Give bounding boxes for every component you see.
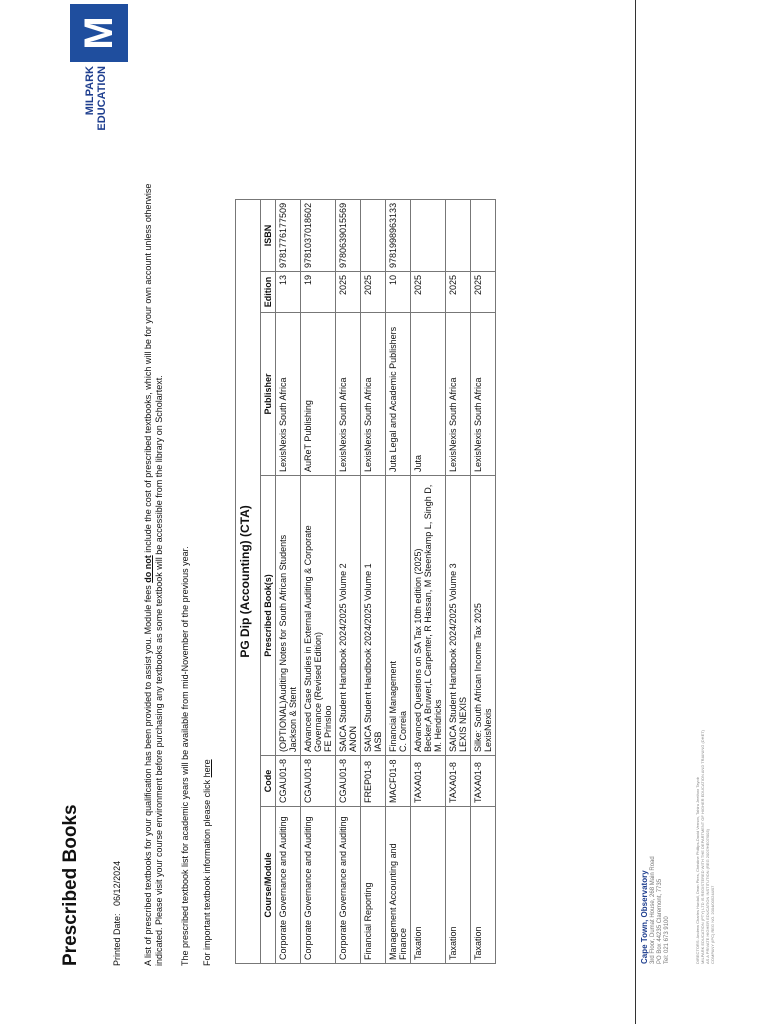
cell-course: [336, 807, 361, 964]
cell-isbn-text: 9780639015569: [338, 202, 348, 268]
cell-publisher-text: LexisNexis South Africa: [338, 377, 348, 472]
cell-edition: [446, 272, 471, 313]
milpark-logo: [70, 0, 130, 154]
cell-code-text: CGAU01-8: [338, 758, 348, 803]
table-caption: PG Dip (Accounting) (CTA): [236, 199, 261, 963]
cell-code-text: CGAU01-8: [278, 758, 288, 803]
cell-edition: [336, 272, 361, 313]
prescribed-books-table: [235, 199, 496, 964]
cell-code: [336, 756, 361, 807]
cell-book-text: Advanced Questions on SA Tax 10th edition (2025): [413, 548, 423, 752]
cell-course-text: Corporate Governance and Auditing: [278, 816, 288, 960]
printed-date: [112, 861, 122, 966]
cell-code: [276, 756, 301, 807]
cell-code: [411, 756, 446, 807]
cell-publisher: [301, 313, 336, 476]
table-row: [386, 199, 411, 963]
cell-course-text: Corporate Governance and Auditing: [338, 816, 348, 960]
cell-book-author: IASB: [373, 731, 383, 752]
col-book: Prescribed Book(s): [261, 476, 276, 756]
cell-isbn-text: 9781037018602: [303, 202, 313, 268]
cell-isbn: [446, 199, 471, 271]
cell-publisher-text: Juta: [413, 454, 423, 472]
cell-code-text: MACF01-8: [388, 759, 398, 803]
cell-book: [386, 476, 411, 756]
cell-book: [336, 476, 361, 756]
cell-isbn: [386, 199, 411, 271]
academic-note: The prescribed textbook list for academic years will be available from mid-November of the previous year.: [180, 546, 190, 966]
cell-edition-text: 2025: [473, 275, 483, 296]
cell-edition-text: 2025: [363, 275, 373, 296]
col-course: Course/Module: [261, 807, 276, 964]
cell-code: [446, 756, 471, 807]
cell-book-text: Advanced Case Studies in External Auditing & Corporate Governance (Revised Edition): [303, 525, 323, 752]
logo-wordmark: [84, 66, 108, 154]
intro-text-1: A list of prescribed textbooks for your qualification has been provided to assist you. Module fees: [143, 582, 153, 966]
cell-publisher: [361, 313, 386, 476]
cell-edition-text: 2025: [448, 275, 458, 296]
cell-book-author: C. Correia: [398, 710, 408, 752]
table-row: [361, 199, 386, 963]
cell-isbn: [336, 199, 361, 271]
cell-publisher: [276, 313, 301, 476]
cell-edition-text: 2025: [338, 275, 348, 296]
footer-address2: PO Box 44235 Claremont, 7735: [657, 878, 663, 964]
cell-publisher-text: AuReT Publishing: [303, 400, 313, 472]
cell-publisher: [446, 313, 471, 476]
table-row: [471, 199, 496, 963]
cell-edition: [301, 272, 336, 313]
cell-course-text: Management Accounting and Finance: [388, 843, 408, 960]
cell-book-text: SAICA Student Handbook 2024/2025 Volume 1: [363, 563, 373, 752]
table-header-row: [261, 199, 276, 963]
printed-date-label: Printed Date:: [112, 913, 122, 966]
info-prefix: For important textbook information please click: [202, 777, 212, 966]
cell-isbn: [361, 199, 386, 271]
cell-edition-text: 19: [303, 275, 313, 286]
cell-publisher-text: LexisNexis South Africa: [363, 377, 373, 472]
cell-book-text: Silke: South African Income Tax 2025: [473, 603, 483, 752]
cell-code-text: TAXA01-8: [448, 762, 458, 803]
cell-code: [471, 756, 496, 807]
cell-book-author: LexisNexis: [483, 708, 493, 752]
cell-course-text: Taxation: [448, 926, 458, 960]
cell-code-text: FREP01-8: [363, 760, 373, 803]
cell-course: [361, 807, 386, 964]
cell-book: [446, 476, 471, 756]
footer: [640, 724, 715, 964]
cell-book-author: ANON: [348, 725, 358, 752]
cell-book-author: Jackson & Stent: [288, 686, 298, 752]
footer-address1: 3rd Floor, Dumat House, 268 Main Road: [650, 856, 656, 964]
cell-isbn-text: 9781998963133: [388, 202, 398, 268]
cell-publisher-text: Juta Legal and Academic Publishers: [388, 326, 398, 472]
cell-book: [411, 476, 446, 756]
cell-publisher: [336, 313, 361, 476]
cell-course: [411, 807, 446, 964]
col-edition: Edition: [261, 272, 276, 313]
cell-course: [276, 807, 301, 964]
table-row: [336, 199, 361, 963]
cell-book: [361, 476, 386, 756]
logo-line2: EDUCATION: [96, 66, 108, 131]
logo-mark: M: [70, 4, 128, 62]
cell-publisher: [471, 313, 496, 476]
table-row: [411, 199, 446, 963]
page-title: Prescribed Books: [60, 804, 81, 966]
cell-code: [301, 756, 336, 807]
cell-edition-text: 13: [278, 275, 288, 286]
cell-publisher-text: LexisNexis South Africa: [278, 377, 288, 472]
cell-book-text: Financial Management: [388, 660, 398, 752]
footer-phone: Tel: 021 673 9100: [664, 916, 670, 964]
footer-directors: DIRECTORS: Andrew Charles Hurdall, Dean Pires, Christine Phillips-David Vernon, Tahiru Jeethoo Tayob: [695, 777, 700, 964]
page-divider: [635, 0, 636, 1024]
info-line: [202, 759, 212, 966]
col-publisher: Publisher: [261, 313, 276, 476]
cell-code-text: CGAU01-8: [303, 758, 313, 803]
cell-book-text: SAICA Student Handbook 2024/2025 Volume 2: [338, 563, 348, 752]
here-link[interactable]: here: [202, 759, 212, 778]
cell-course: [471, 807, 496, 964]
logo-line1: MILPARK: [84, 66, 96, 116]
footer-company: COMPANY (IPC) REG NO. 2004/005244/07: [710, 885, 715, 964]
cell-code-text: TAXA01-8: [413, 762, 423, 803]
cell-course-text: Corporate Governance and Auditing: [303, 816, 313, 960]
cell-edition: [276, 272, 301, 313]
cell-edition: [386, 272, 411, 313]
cell-edition: [471, 272, 496, 313]
cell-course: [386, 807, 411, 964]
cell-book-text: SAICA Student Handbook 2024/2025 Volume 3: [448, 563, 458, 752]
cell-publisher: [411, 313, 446, 476]
cell-code: [361, 756, 386, 807]
intro-emphasis: do not: [143, 555, 153, 583]
col-code: Code: [261, 756, 276, 807]
footer-legal: [695, 724, 715, 964]
cell-isbn: [276, 199, 301, 271]
cell-publisher-text: LexisNexis South Africa: [473, 377, 483, 472]
cell-book: [276, 476, 301, 756]
cell-edition-text: 2025: [413, 275, 423, 296]
cell-book-author: FE Prinsloo: [323, 705, 333, 752]
cell-book-author: Becker,A Bruwer,L Carpenter, R Hassan, M Steenkamp L, Singh D, M. Hendricks: [423, 484, 443, 752]
cell-isbn: [471, 199, 496, 271]
cell-book-text: (OPTIONAL)Auditing Notes for South African Students: [278, 534, 288, 752]
intro-text-2: include the cost of prescribed textbooks, which will be for your own account unless otherwise indicated. Please visit your course environment before purchasing any textbooks as some textbook will be accessible from the library on Scholartext.: [143, 183, 164, 966]
cell-isbn-text: 9781776177509: [278, 202, 288, 268]
footer-city: Cape Town, Observatory: [640, 870, 649, 964]
footer-registration: MILPARK EDUCATION (PTY) LTD IS REGISTERED WITH THE DEPARTMENT OF HIGHER EDUCATION AND TRAINING (DHET) AS A PRIVATE HIGHER EDUCATION INSTITUTION (REG 2007/HE07/003): [700, 729, 710, 964]
cell-isbn: [301, 199, 336, 271]
cell-edition: [361, 272, 386, 313]
cell-book: [301, 476, 336, 756]
cell-course-text: Taxation: [413, 926, 423, 960]
cell-code-text: TAXA01-8: [473, 762, 483, 803]
cell-edition: [411, 272, 446, 313]
col-isbn: ISBN: [261, 199, 276, 271]
cell-publisher-text: LexisNexis South Africa: [448, 377, 458, 472]
cell-book-author: LEXIS NEXIS: [458, 696, 468, 752]
cell-course: [446, 807, 471, 964]
table-row: [276, 199, 301, 963]
cell-course-text: Financial Reporting: [363, 882, 373, 960]
cell-publisher: [386, 313, 411, 476]
cell-edition-text: 10: [388, 275, 398, 286]
cell-book: [471, 476, 496, 756]
cell-isbn: [411, 199, 446, 271]
cell-course: [301, 807, 336, 964]
table-row: [446, 199, 471, 963]
cell-course-text: Taxation: [473, 926, 483, 960]
printed-date-value: 06/12/2024: [112, 860, 122, 906]
table-row: [301, 199, 336, 963]
intro-paragraph: [143, 146, 165, 966]
cell-code: [386, 756, 411, 807]
